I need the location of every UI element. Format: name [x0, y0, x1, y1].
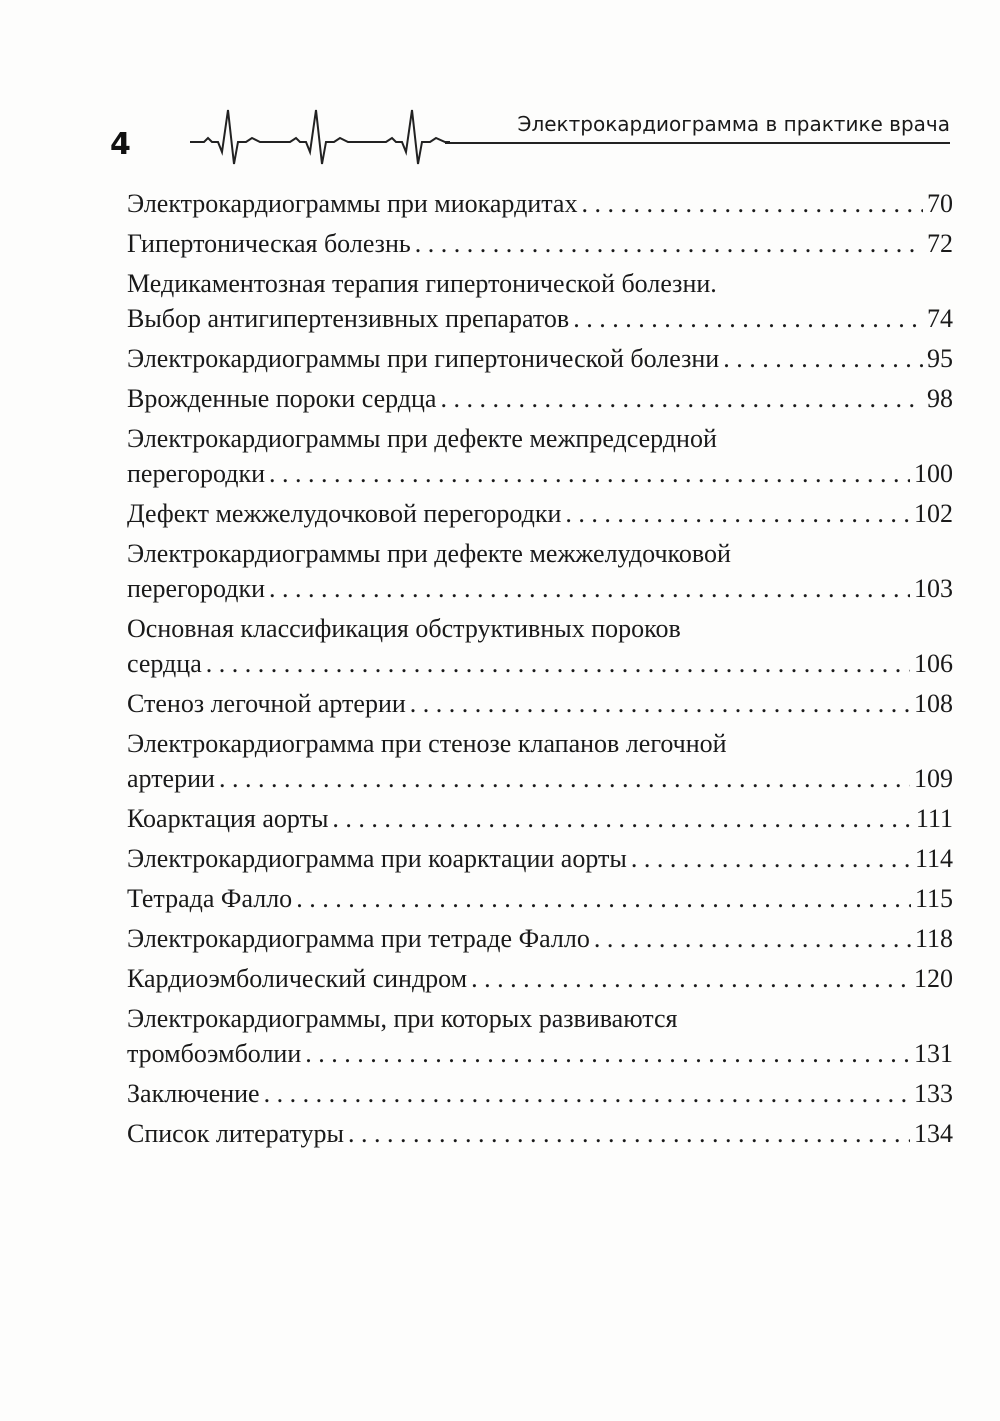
- toc-dot-leader: [296, 881, 911, 916]
- toc-entry-title: Выбор антигипертензивных препаратов: [127, 304, 570, 333]
- toc-entry-line: [127, 841, 953, 876]
- toc-entry-line: [127, 881, 953, 916]
- toc-entry[interactable]: [127, 381, 953, 416]
- toc-entry-title: Список литературы: [127, 1119, 344, 1148]
- toc-page-number: 70: [927, 189, 953, 218]
- toc-entry[interactable]: [127, 1001, 953, 1071]
- toc-entry-title: Электрокардиограммы при гипертонической болезни: [127, 344, 720, 373]
- toc-page-number: 131: [914, 1039, 953, 1068]
- toc-dot-leader: [581, 186, 923, 221]
- toc-entry-title-line1: Электрокардиограммы при дефекте межжелудочковой: [127, 539, 731, 568]
- toc-entry[interactable]: [127, 186, 953, 221]
- toc-page-number: 102: [914, 499, 953, 528]
- toc-entry[interactable]: [127, 226, 953, 261]
- toc-entry-title-line1: Электрокардиограммы, при которых развиваются: [127, 1004, 678, 1033]
- toc-dot-leader: [269, 571, 910, 606]
- toc-dot-leader: [565, 496, 910, 531]
- toc-entry-title-line1: Электрокардиограммы при дефекте межпредсердной: [127, 424, 717, 453]
- toc-dot-leader: [723, 341, 923, 376]
- toc-entry-title: сердца: [127, 649, 202, 678]
- toc-dot-leader: [206, 646, 910, 681]
- toc-dot-leader: [415, 226, 923, 261]
- toc-entry-line: [127, 1036, 953, 1071]
- toc-dot-leader: [573, 301, 923, 336]
- toc-entry-title: Стеноз легочной артерии: [127, 689, 406, 718]
- toc-entry-line: [127, 646, 953, 681]
- toc-entry-line: [127, 921, 953, 956]
- toc-entry[interactable]: [127, 961, 953, 996]
- toc-entry-title: перегородки: [127, 459, 266, 488]
- toc-entry-line: [127, 496, 953, 531]
- toc-entry-title: Заключение: [127, 1079, 260, 1108]
- toc-entry-line: [127, 801, 953, 836]
- toc-entry-line: [127, 301, 953, 336]
- toc-entry-line: [127, 186, 953, 221]
- toc-page-number: 118: [914, 924, 953, 953]
- toc-dot-leader: [440, 381, 923, 416]
- toc-entry-line: [127, 1116, 953, 1151]
- toc-entry-title: артерии: [127, 764, 215, 793]
- toc-entry-line: [127, 571, 953, 606]
- toc-page-number: 74: [927, 304, 953, 333]
- toc-page-number: 114: [914, 844, 953, 873]
- toc-entry[interactable]: [127, 496, 953, 531]
- toc-entry-title: тромбоэмболии: [127, 1039, 302, 1068]
- toc-page-number: 106: [914, 649, 953, 678]
- toc-entry-line: [127, 1076, 953, 1111]
- toc-entry[interactable]: [127, 801, 953, 836]
- toc-entry-title: Врожденные пороки сердца: [127, 384, 437, 413]
- toc-entry-line: [127, 961, 953, 996]
- toc-page-number: 72: [927, 229, 953, 258]
- toc-dot-leader: [305, 1036, 910, 1071]
- toc-entry[interactable]: [127, 266, 953, 336]
- running-title: Электрокардиограмма в практике врача: [517, 112, 950, 136]
- toc-dot-leader: [594, 921, 911, 956]
- toc-page-number: 95: [927, 344, 953, 373]
- table-of-contents: [127, 186, 953, 1156]
- toc-entry[interactable]: [127, 841, 953, 876]
- toc-entry-line: [127, 341, 953, 376]
- toc-entry-title-line1: Основная классификация обструктивных пороков: [127, 614, 681, 643]
- toc-entry[interactable]: [127, 726, 953, 796]
- toc-entry-title: Тетрада Фалло: [127, 884, 293, 913]
- toc-entry[interactable]: [127, 881, 953, 916]
- toc-page-number: 109: [914, 764, 953, 793]
- toc-entry[interactable]: [127, 921, 953, 956]
- toc-entry-title: Коарктация аорты: [127, 804, 329, 833]
- toc-entry-title: Кардиоэмболический синдром: [127, 964, 468, 993]
- toc-dot-leader: [410, 686, 910, 721]
- toc-entry-title-line1: Электрокардиограмма при стенозе клапанов легочной: [127, 729, 727, 758]
- header-rule: [445, 142, 950, 144]
- toc-dot-leader: [219, 761, 910, 796]
- toc-entry-title: Гипертоническая болезнь: [127, 229, 411, 258]
- toc-page-number: 134: [914, 1119, 953, 1148]
- toc-dot-leader: [471, 961, 910, 996]
- toc-page-number: 115: [914, 884, 953, 913]
- toc-dot-leader: [269, 456, 910, 491]
- toc-dot-leader: [631, 841, 911, 876]
- toc-entry[interactable]: [127, 536, 953, 606]
- toc-entry-title: Дефект межжелудочковой перегородки: [127, 499, 562, 528]
- toc-entry-title: Электрокардиограмма при коарктации аорты: [127, 844, 627, 873]
- toc-entry[interactable]: [127, 1116, 953, 1151]
- page-header: [0, 0, 1000, 190]
- toc-dot-leader: [348, 1116, 910, 1151]
- toc-entry-line: [127, 226, 953, 261]
- toc-page-number: 108: [914, 689, 953, 718]
- toc-entry-title: Электрокардиограммы при миокардитах: [127, 189, 578, 218]
- toc-entry[interactable]: [127, 421, 953, 491]
- toc-page-number: 100: [914, 459, 953, 488]
- toc-entry-line: [127, 456, 953, 491]
- toc-page-number: 103: [914, 574, 953, 603]
- toc-entry[interactable]: [127, 1076, 953, 1111]
- toc-entry-title-line1: Медикаментозная терапия гипертонической болезни.: [127, 269, 717, 298]
- toc-entry-line: [127, 686, 953, 721]
- toc-entry[interactable]: [127, 686, 953, 721]
- toc-page-number: 120: [914, 964, 953, 993]
- toc-page-number: 133: [914, 1079, 953, 1108]
- toc-page-number: 111: [915, 804, 953, 833]
- toc-dot-leader: [264, 1076, 910, 1111]
- toc-entry-title: Электрокардиограмма при тетраде Фалло: [127, 924, 590, 953]
- toc-entry-title: перегородки: [127, 574, 266, 603]
- toc-entry[interactable]: [127, 341, 953, 376]
- toc-page-number: 98: [927, 384, 953, 413]
- toc-entry[interactable]: [127, 611, 953, 681]
- ecg-trace-icon: [190, 108, 450, 168]
- toc-entry-line: [127, 761, 953, 796]
- toc-dot-leader: [332, 801, 912, 836]
- toc-entry-line: [127, 381, 953, 416]
- page-number: 4: [110, 127, 131, 162]
